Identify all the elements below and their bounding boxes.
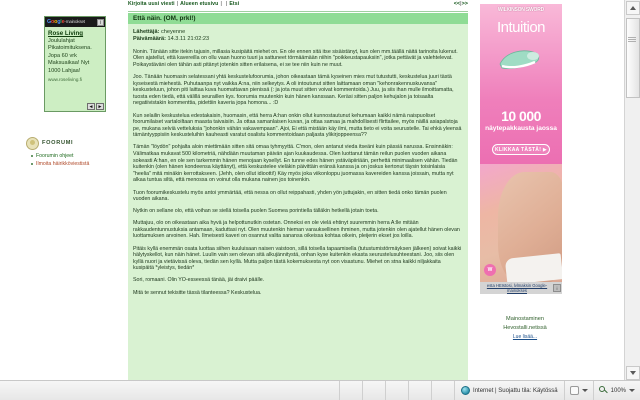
google-ads-suffix: -mainokset	[64, 19, 85, 24]
date-value: 14.3.11 21:02:23	[167, 36, 210, 43]
scroll-thumb[interactable]	[626, 18, 640, 98]
chevron-up-icon	[630, 6, 636, 10]
forum-link-list	[31, 152, 126, 168]
info-icon[interactable]: i	[97, 19, 104, 26]
forum-heading-row	[26, 137, 126, 149]
banner-cta-button[interactable]: KLIKKAA TÄSTÄ! ▶	[492, 144, 550, 155]
status-cell	[362, 381, 385, 400]
date-row	[133, 36, 463, 43]
google-ad-content	[45, 27, 105, 83]
zoom-control[interactable]	[593, 381, 640, 400]
thread-toolbar	[128, 1, 468, 11]
message-paragraph: Nytkin on sellane olo, että voihan se siellä toisella puolen Suomea porintiella tälläkin hetkellä jotain toeta.	[133, 208, 379, 215]
ad-line: 1000 Lahjaa!	[48, 67, 81, 74]
right-sidebar	[472, 0, 632, 381]
wilkinson-intuition-banner[interactable]	[480, 4, 562, 164]
status-cell	[385, 381, 408, 400]
compatibility-view-button[interactable]	[564, 381, 593, 400]
razor-icon	[496, 44, 544, 74]
sender-value: cheyenne	[160, 29, 186, 35]
new-message-link[interactable]: Kirjoita uusi viesti	[128, 1, 175, 7]
status-cell	[431, 381, 454, 400]
chevron-down-icon[interactable]	[629, 389, 635, 392]
compatibility-icon	[570, 386, 579, 395]
ad-line: Jopa 60 vrk	[48, 52, 77, 59]
nav-separator: |	[220, 1, 222, 7]
message-paragraph: Pitäis kyllä enemmän osata luottaa siihen kuuluisaan naisen vaistoon, sillä toisella tapaamisella (tutustumistörmäyksen jälkeen) soivat kaikki hälytyskellot, kun näin hänet. Luulin vain sen olevan sitä alkujännitystä, onhan kyse kuitenkin ekasta seurustelusuhteestani. Joo, siis olen kyllä nuori ja vietävissä oleva, tiedän sen kyllä. Mutta paljon tästä kokemuksesta nyt oon visastunu. Miehet on stna kaikki niljakkaita kusipäitä *yleistys, tiedän*	[133, 245, 462, 272]
banner-subline: näytepakkausta jaossa	[485, 125, 557, 132]
ad-line: Pikatoimituksena.	[48, 45, 92, 52]
ad-next-arrow-icon[interactable]: ►	[97, 104, 103, 110]
next-thread-link[interactable]: >>	[461, 1, 468, 7]
date-label: Päivämäärä:	[133, 36, 166, 43]
message-body	[133, 49, 463, 296]
magnifier-icon	[599, 386, 608, 395]
forum-block	[26, 137, 126, 168]
ad-footer-text[interactable]: esta HEIstosi, lvlmaksin Google-mainokses	[486, 283, 548, 293]
house-ad[interactable]	[480, 315, 570, 342]
status-cell	[339, 381, 362, 400]
globe-icon	[461, 386, 470, 395]
message-paragraph: Nonin. Tänään sitte itekin tajusin, millasia kusipäitä miehet on. En ole ennen sitä itse sisäistänyt, kun olen mm.täällä näitä tarinoita lukenut. Olen ajatellut, että kavereilla on ollu vaan huono tuuri ja sattuneet törmäämään niihin "poikkeustapauksiin", jotka pettävät ja valehtelevat. Poikaystäväni olen tähän asti pitänyt jotenkin sitten erilaisena, ei se tee niin kuin ne muut.	[133, 48, 458, 68]
thread-title: Että näin. (OM, prkl!)	[128, 13, 468, 24]
list-item[interactable]	[31, 160, 126, 168]
google-ads-box	[44, 16, 106, 112]
banner-brand: WILKINSON SWORD	[497, 7, 545, 13]
message-paragraph: Joo. Tänään huomasin selatessani yhtä keskustelufoorumia, johon oikeastaan tämä kyseinen mies mut tutustutti, keskustelua juuri tästä kyseisestä miehestä. Puhutaanpa nyt vaikka A:na, niin selkeytys. A oli intoutunut sitten laittamaan oman "kehonrakennuskuvansa" keskusteluun, johon piti laittaa kuva huomattavan pienissä (: ja jota muut sitten voivat kommentoida.) Juu, ja siis ihan mulle ilmoittamatta, tuosta eden tiedä, että välillä seuraillen kys. foorumia muutenkin kuin hänen kanssaan. Keräsi sitten paljon kehujalon ja toisaalta negatiivistakin kommenttia, pidettiin kaveria jopa homona... :D	[133, 74, 454, 107]
nav-separator: |	[176, 1, 179, 7]
house-ad-more-link[interactable]: Lue lisää...	[512, 334, 538, 340]
house-ad-line2: Hevostalli.netissä	[503, 325, 547, 331]
area-home-link[interactable]: Alueen etusivu	[180, 1, 219, 7]
status-cells	[339, 381, 454, 400]
google-ads-pager	[45, 102, 105, 111]
message-paragraph: Mitä te sennut tekisitte tässä tilanteessa? Keskustelua.	[133, 289, 262, 296]
chevron-down-icon[interactable]	[582, 389, 588, 392]
message-paragraph: Kun selailin keskustelua edestakaisin, huomasin, että herra A:han onkin ollut kunnostautunut kehumaan kaikki nämä naispuoliset foorumilaiset vartaloiltaan maasta taivaisiin. Ja ottaa samanlaisen kuvan, ja ottaa samaa ja mahdollisesti flirttailee, myös näillä asiapalstoja pe, mukana selviä vetteluksia "johonkin vähän vakavempaan". Ajoi, Ei että mistään käy ilmi, mutta tieto ei voita seurustelle. Tai ehkä yleensä tämäntyyppisiin keskusteluihin kauheasti varatut osalistu kommentoidaan paljasta ylikirjoppeensa??	[133, 112, 462, 139]
info-icon[interactable]: i	[553, 284, 561, 292]
thread-pager	[420, 1, 468, 11]
zoom-level: 100%	[610, 387, 626, 394]
message-paragraph: Tämän "löydön" pohjalta aloin miettimään sitten sitä omaa tyhmyyttä. C'mon, olen antanut vieda itseäni kuin pässiä narussa. Ensinnäkin: Välimatkaa mukavat 500 kilometriä, nähdään muutaman päivän ajan kuukaudessa. Olen luottanut tämän reilun puolen vuoden aikana sokeasti A:han, en ole sen tarkemmin hänen menojaan kysellyt. En tunne edes hänen ystäväpiiriään, perhettä minimaalisen vähän. Tiedän kuitenkin (olen hänen kondeensa käyttänyt), että keskustelee vieläkin päivittäin eränsä kanssa ja on joskus kertonut täysin toisinlaisia "heelia" mitä minäkin kerrottakseen. (Jehh, olen ollut idiootti!) Käy myös joka viikonloppu juomassa kavereiden kanssa joissain, mutta nyt alkaa tuntua siltä, että menossa on voinut olla mukana nainen jos toinenkin.	[133, 144, 458, 184]
scroll-down-button[interactable]	[626, 366, 640, 380]
status-cell	[408, 381, 431, 400]
chevron-down-icon	[630, 371, 636, 375]
message-paragraph: Muttajuu, olo on oikeastaan aika hyvä ja helpottunutkin ostetan. Onneksi en ole vielä ehtinyt suuremmin herra A:lle mitään rakkaudentunnustuksia antamaan, kaduttasi nyt. Olen muutenkin hieman varauksellinen ihminen, mutta jotenkin olen ajatellut hänen olevan luottamuksen arvoinen. Hah. Ilmeisesti kaveri on osannut valita sanansa oikeissa kohtaa oikein, pleijerin ekset jos loilla.	[133, 220, 460, 240]
message-paragraph: Tuon foorumikeskustelu myös antoi ymmärtää, että nessa on ollut reippahasti, yhden yön juttujakin, en sitten tiedä onko tämän puolen vuoden aikana.	[133, 189, 447, 203]
nav-separator: |	[460, 1, 462, 7]
ad-url: www.roseliving.fi	[48, 77, 82, 83]
report-abuse-link[interactable]: Ilmoita häirikköviestistä	[36, 161, 90, 167]
google-ads-header	[45, 17, 105, 27]
ad-title-link[interactable]: Rose Living	[48, 30, 84, 37]
banner-photo[interactable]	[480, 164, 562, 282]
banner-headline: 10 000	[501, 108, 541, 124]
ad-line: Joululahjat	[48, 38, 75, 44]
message-paragraph: Sori, romaani. Olin YO-esseessä tänää, jäi draivi päälle.	[133, 277, 265, 284]
security-zone-indicator[interactable]	[454, 381, 564, 400]
ad-footer-bar	[480, 282, 562, 294]
sender-label: Lähettäjä:	[133, 29, 160, 35]
ad-line: Maksuaikaa! Nyt	[48, 60, 90, 67]
list-item[interactable]	[31, 152, 126, 160]
search-link[interactable]: Etsi	[229, 1, 240, 7]
ad-prev-arrow-icon[interactable]: ◄	[88, 104, 94, 110]
scroll-thumb-grip	[628, 37, 636, 42]
nav-divider	[128, 11, 468, 12]
forum-guide-link[interactable]: Foorumin ohjeet	[36, 153, 74, 159]
house-ad-line1: Mainostaminen	[506, 316, 544, 322]
nav-separator: |	[225, 1, 228, 7]
sender-row	[133, 29, 463, 36]
forum-icon	[26, 137, 39, 150]
photo-towel	[505, 253, 562, 282]
left-sidebar	[0, 0, 128, 381]
banner-product-name: Intuition	[496, 19, 546, 36]
google-ads-label: Google-mainokset	[47, 19, 85, 25]
status-bar	[0, 380, 640, 400]
brand-badge-icon: W	[484, 264, 496, 276]
message-panel	[128, 24, 468, 381]
security-zone-text: Internet | Suojattu tila: Käytössä	[473, 387, 558, 394]
message-meta	[133, 29, 463, 44]
prev-thread-link[interactable]: <<	[453, 1, 461, 7]
vertical-scrollbar[interactable]	[624, 0, 640, 381]
forum-heading: FOORUMI	[42, 140, 74, 146]
scroll-up-button[interactable]	[626, 1, 640, 15]
